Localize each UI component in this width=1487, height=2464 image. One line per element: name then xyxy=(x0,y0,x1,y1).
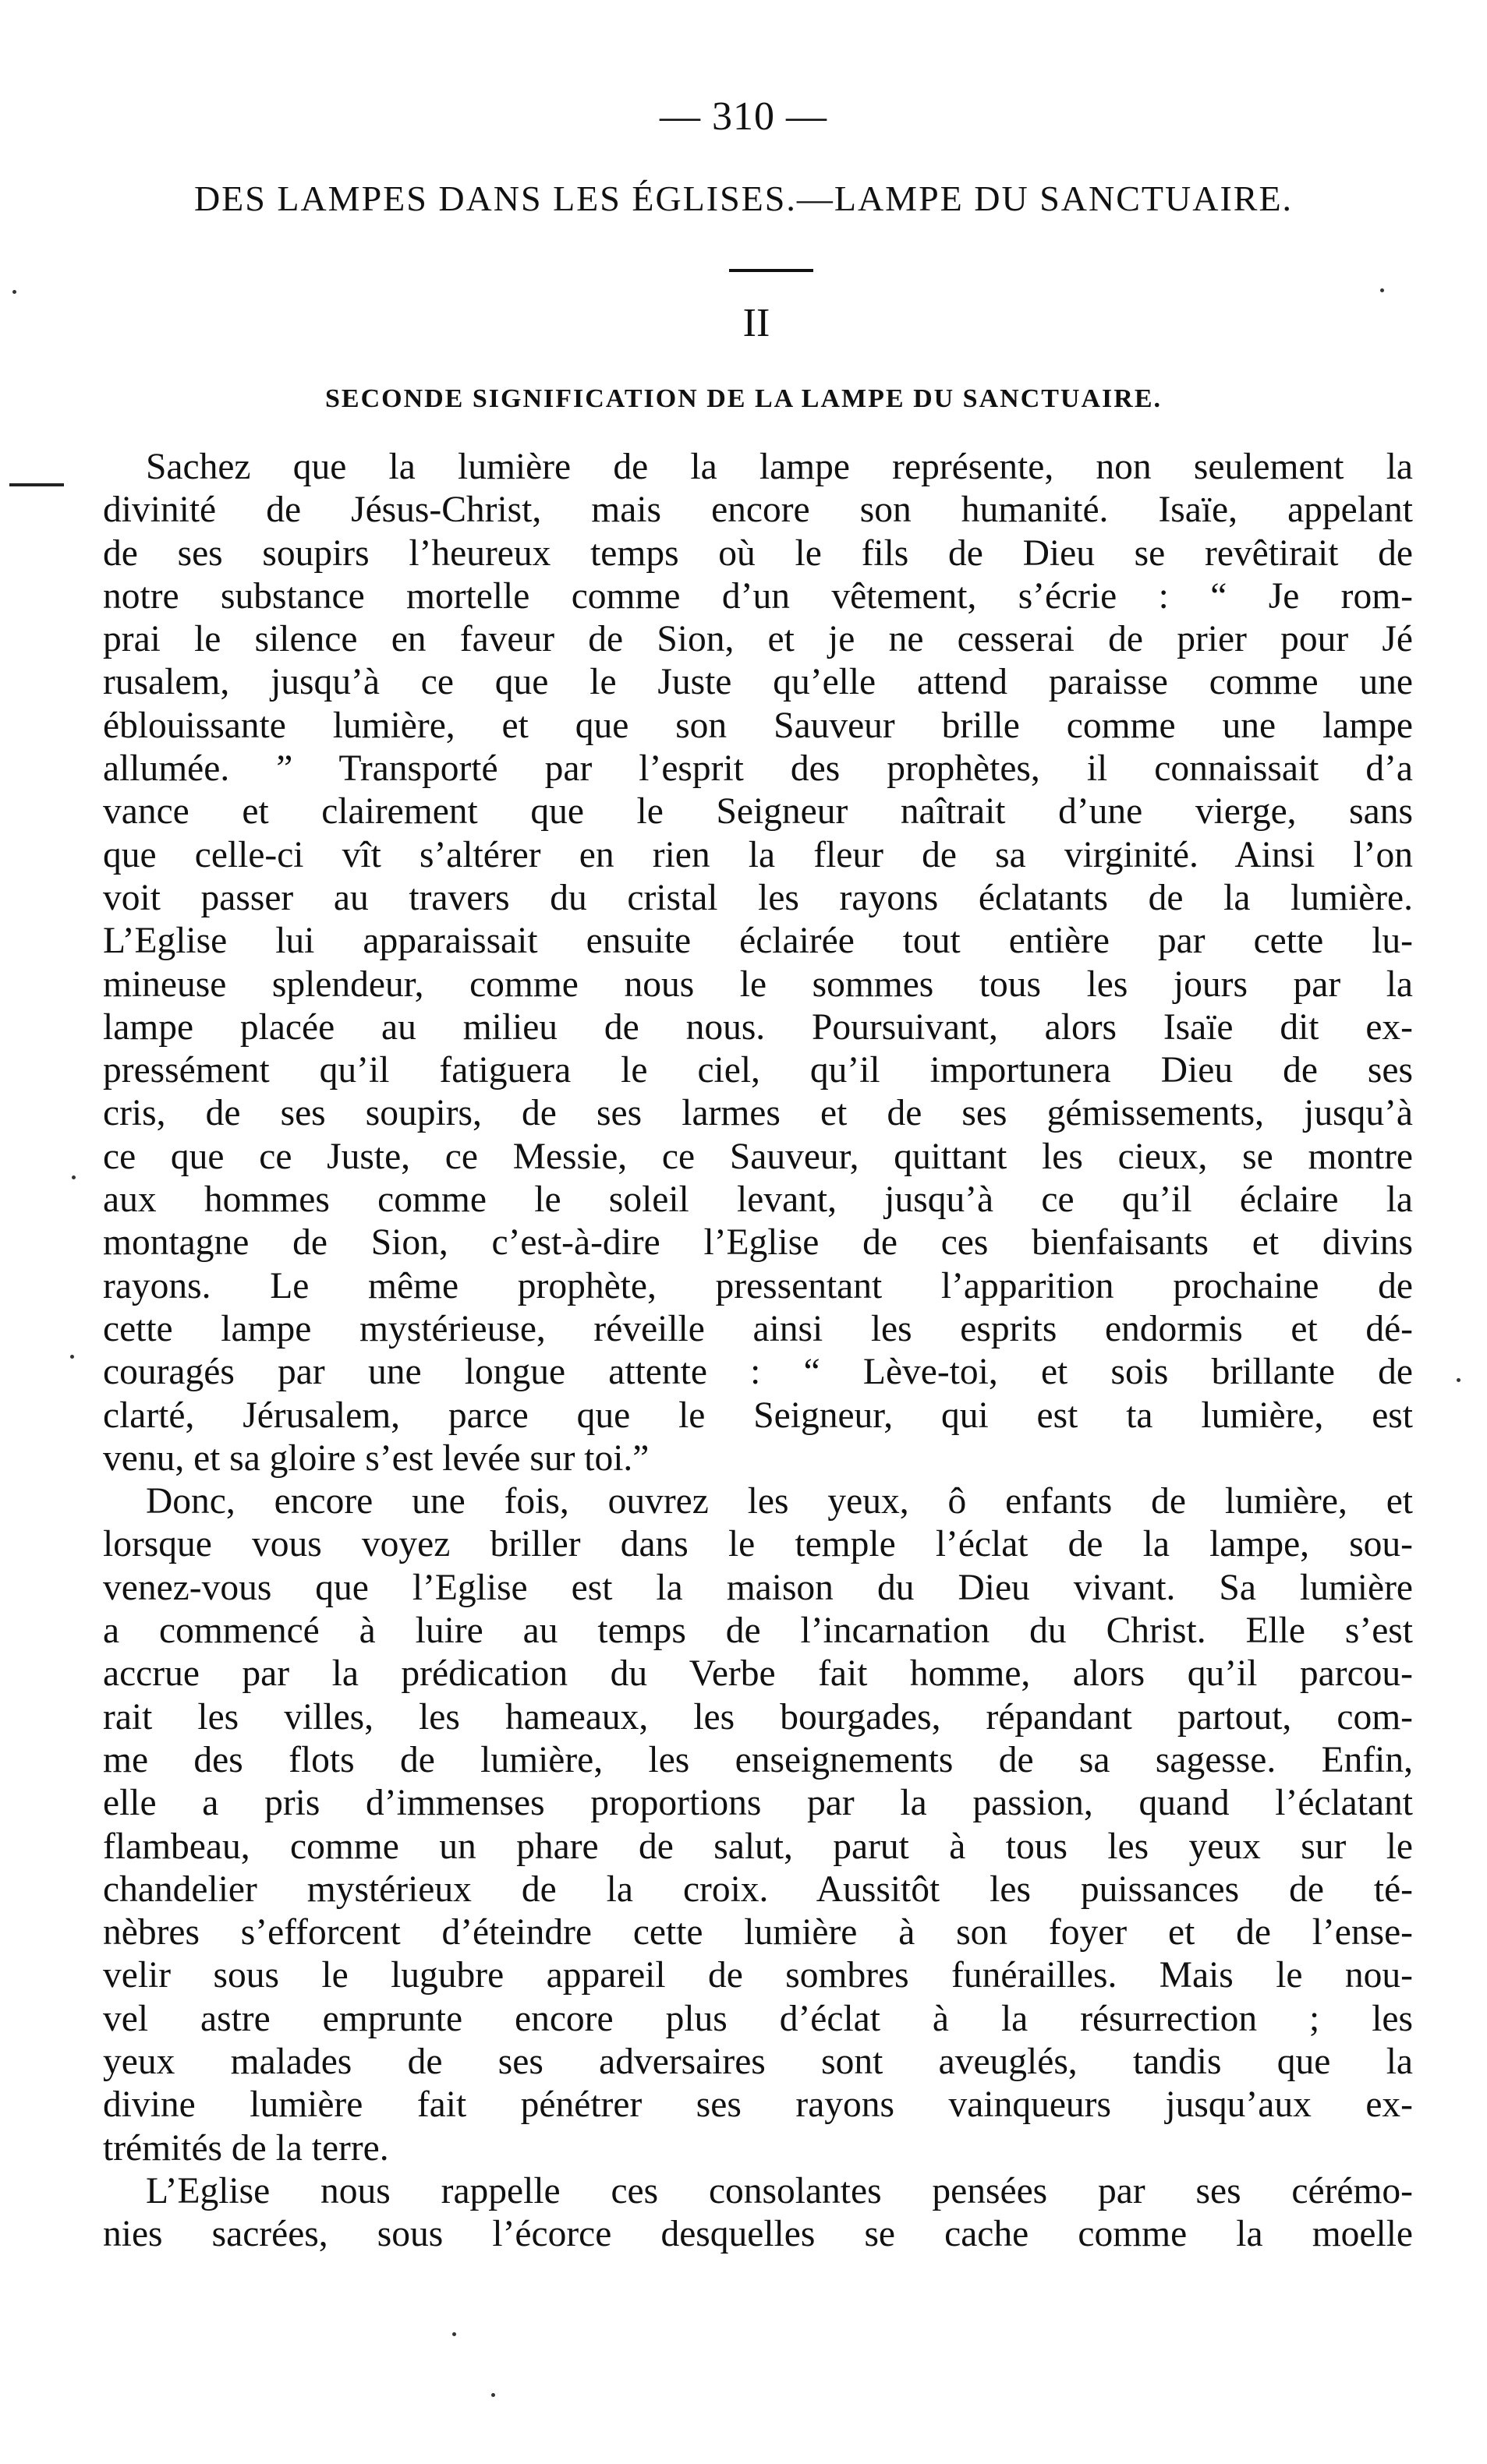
text-line: venu, et sa gloire s’est levée sur toi.” xyxy=(103,1437,650,1479)
text-line: clarté, Jérusalem, parce que le Seigneur, qui est ta lumière, est xyxy=(103,1395,1413,1436)
text-line: Sachez que la lumière de la lampe représente, non seulement la xyxy=(146,447,1413,487)
scan-speck xyxy=(1380,288,1384,292)
text-line: de ses soupirs l’heureux temps où le fils de Dieu se revêtirait de xyxy=(103,532,1413,574)
scan-speck xyxy=(491,2393,495,2397)
text-line: ce que ce Juste, ce Messie, ce Sauveur, quittant les cieux, se montre xyxy=(103,1136,1413,1177)
text-line: L’Eglise lui apparaissait ensuite éclairée tout entière par cette lu- xyxy=(103,921,1413,962)
text-line: lampe placée au milieu de nous. Poursuivant, alors Isaïe dit ex- xyxy=(103,1006,1413,1048)
text-line: rait les villes, les hameaux, les bourgades, répandant partout, com- xyxy=(103,1696,1413,1738)
text-line: yeux malades de ses adversaires sont aveuglés, tandis que la xyxy=(103,2041,1413,2082)
text-line: velir sous le lugubre appareil de sombres funérailles. Mais le nou- xyxy=(103,1955,1413,1996)
text-line: divinité de Jésus-Christ, mais encore son humanité. Isaïe, appelant xyxy=(103,490,1413,531)
text-line: montagne de Sion, c’est-à-dire l’Eglise de ces bienfaisants et divins xyxy=(103,1222,1413,1264)
text-line: notre substance mortelle comme d’un vêtement, s’écrie : “ Je rom- xyxy=(103,575,1413,617)
section-number: II xyxy=(742,301,770,345)
text-line: éblouissante lumière, et que son Sauveur brille comme une lampe xyxy=(103,705,1413,746)
text-line: que celle-ci vît s’altérer en rien la fleur de sa virginité. Ainsi l’on xyxy=(103,834,1413,875)
text-line: vance et clairement que le Seigneur naîtrait d’une vierge, sans xyxy=(103,791,1413,833)
scan-speck xyxy=(1457,1378,1460,1382)
text-line: divine lumière fait pénétrer ses rayons vainqueurs jusqu’aux ex- xyxy=(103,2084,1413,2126)
text-line: accrue par la prédication du Verbe fait homme, alors qu’il parcou- xyxy=(103,1653,1413,1695)
text-line: me des flots de lumière, les enseignements de sa sagesse. Enfin, xyxy=(103,1739,1413,1780)
text-line: mineuse splendeur, comme nous le sommes tous les jours par la xyxy=(103,963,1413,1005)
text-line: a commencé à luire au temps de l’incarnation du Christ. Elle s’est xyxy=(103,1610,1413,1652)
text-line: elle a pris d’immenses proportions par la passion, quand l’éclatant xyxy=(103,1783,1413,1824)
body-text xyxy=(103,446,1413,2256)
text-line: cette lampe mystérieuse, réveille ainsi les esprits endormis et dé- xyxy=(103,1308,1413,1349)
text-line: Donc, encore une fois, ouvrez les yeux, ô enfants de lumière, et xyxy=(146,1481,1413,1522)
text-line: prai le silence en faveur de Sion, et je ne cesserai de prier pour Jé xyxy=(103,619,1413,660)
text-line: aux hommes comme le soleil levant, jusqu’à ce qu’il éclaire la xyxy=(103,1179,1413,1221)
running-head: DES LAMPES DANS LES ÉGLISES.—LAMPE DU SANCTUAIRE. xyxy=(193,179,1294,218)
text-line: rusalem, jusqu’à ce que le Juste qu’elle attend paraisse comme une xyxy=(103,662,1413,703)
section-title: SECONDE SIGNIFICATION DE LA LAMPE DU SANCTUAIRE. xyxy=(324,384,1163,413)
scan-speck xyxy=(12,290,16,294)
page-number: — 310 — xyxy=(660,94,827,139)
text-line: allumée. ” Transporté par l’esprit des prophètes, il connaissait d’a xyxy=(103,748,1413,790)
text-line: chandelier mystérieux de la croix. Aussitôt les puissances de té- xyxy=(103,1868,1413,1910)
margin-mark xyxy=(9,483,64,486)
scan-speck xyxy=(72,1175,76,1179)
text-line: trémités de la terre. xyxy=(103,2127,389,2169)
text-line: pressément qu’il fatiguera le ciel, qu’il importunera Dieu de ses xyxy=(103,1050,1413,1091)
paragraph xyxy=(103,2170,1413,2257)
text-line: lorsque vous voyez briller dans le temple l’éclat de la lampe, sou- xyxy=(103,1524,1413,1565)
text-line: rayons. Le même prophète, pressentant l’apparition prochaine de xyxy=(103,1265,1413,1306)
section-rule xyxy=(729,269,813,272)
text-line: nèbres s’efforcent d’éteindre cette lumière à son foyer et de l’ense- xyxy=(103,1912,1413,1953)
text-line: venez-vous que l’Eglise est la maison du Dieu vivant. Sa lumière xyxy=(103,1567,1413,1608)
text-line: flambeau, comme un phare de salut, parut à tous les yeux sur le xyxy=(103,1826,1413,1867)
text-line: voit passer au travers du cristal les rayons éclatants de la lumière. xyxy=(103,877,1413,918)
text-line: couragés par une longue attente : “ Lève-toi, et sois brillante de xyxy=(103,1352,1413,1393)
paragraph xyxy=(103,446,1413,1480)
text-line: cris, de ses soupirs, de ses larmes et de ses gémissements, jusqu’à xyxy=(103,1093,1413,1134)
scan-speck xyxy=(452,2332,456,2336)
text-line: vel astre emprunte encore plus d’éclat à la résurrection ; les xyxy=(103,1998,1413,2039)
text-line: L’Eglise nous rappelle ces consolantes pensées par ses cérémo- xyxy=(146,2170,1413,2211)
paragraph xyxy=(103,1480,1413,2170)
text-line: nies sacrées, sous l’écorce desquelles se cache comme la moelle xyxy=(103,2214,1413,2255)
scan-speck xyxy=(70,1355,74,1359)
